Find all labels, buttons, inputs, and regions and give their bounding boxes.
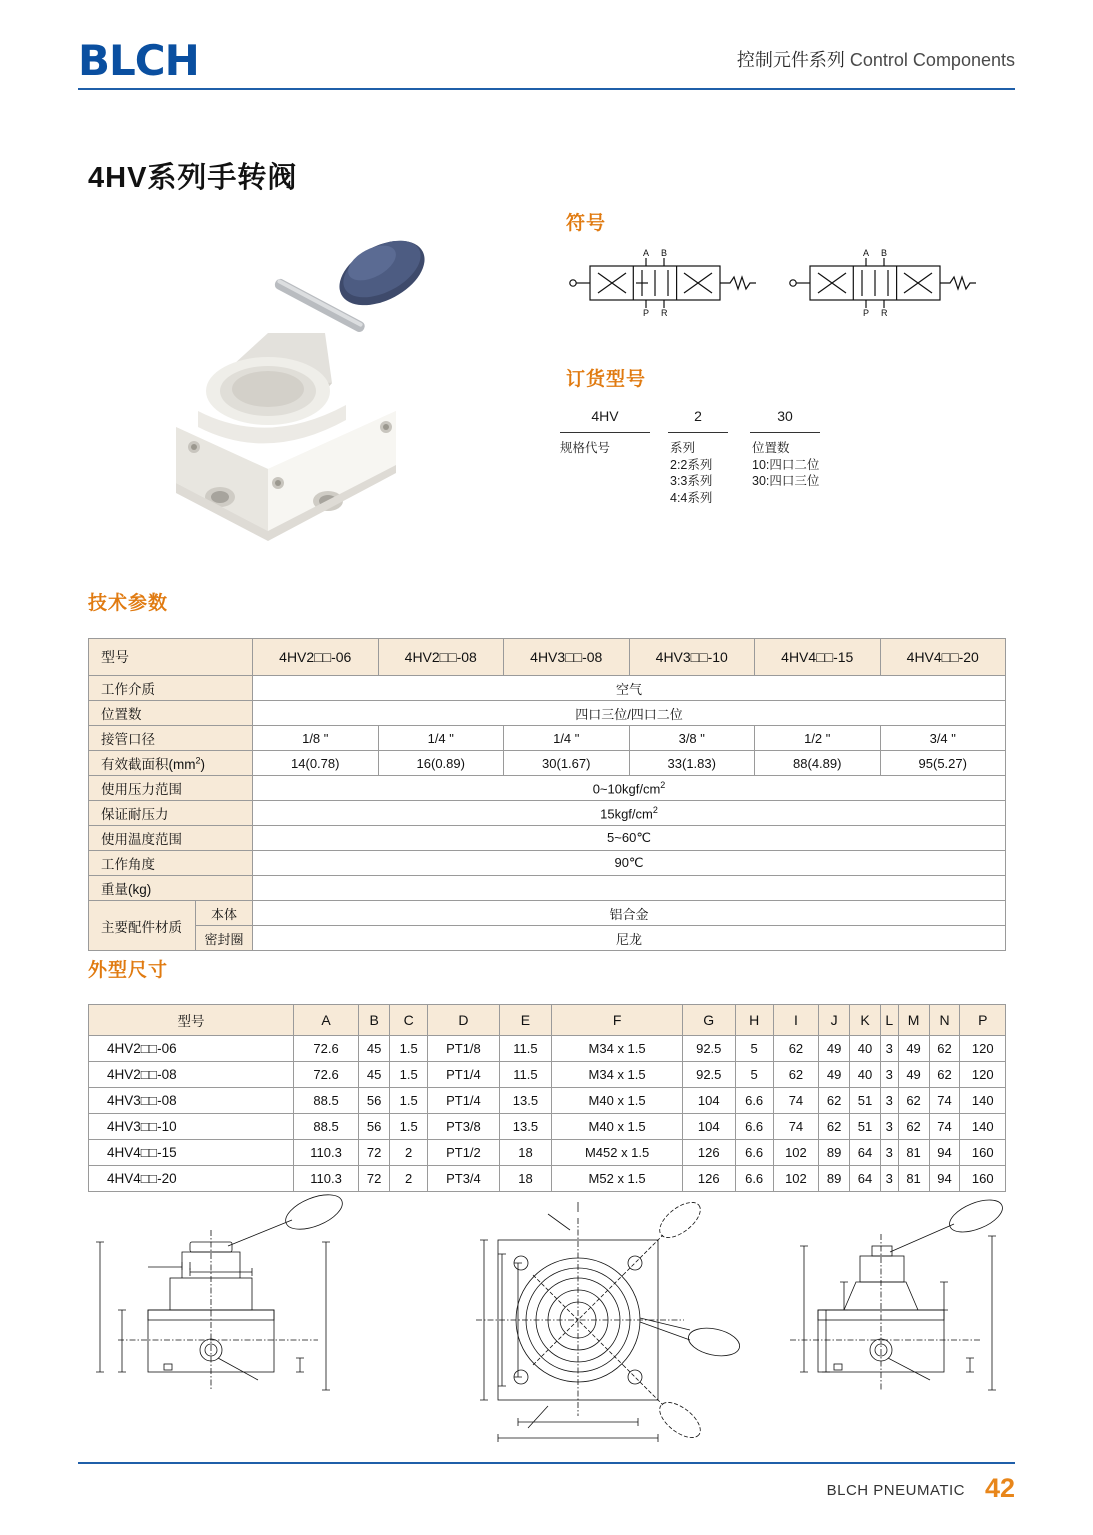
dim-row-4-col-14: 160: [960, 1140, 1006, 1166]
svg-text:J: J: [494, 1317, 498, 1326]
dim-row-5-col-0: 110.3: [294, 1166, 359, 1192]
dim-row-4-model: 4HV4□□-15: [89, 1140, 294, 1166]
order-label-3: [752, 440, 872, 490]
page-header: [0, 0, 1093, 92]
order-rule-3: [750, 432, 820, 433]
dim-row-3-col-5: M40 x 1.5: [552, 1114, 683, 1140]
svg-text:B: B: [110, 1338, 116, 1347]
table-header-row: [89, 1005, 1006, 1036]
svg-text:4-D: 4-D: [260, 1379, 273, 1388]
table-row: [89, 1062, 1006, 1088]
table-row: [89, 776, 1006, 801]
spec-port-0: 1/8 ": [253, 726, 379, 751]
svg-text:R: R: [926, 1341, 932, 1350]
svg-text:E: E: [306, 1361, 312, 1370]
dim-row-3-col-13: 74: [929, 1114, 960, 1140]
spec-row-value-pressure: [253, 776, 1006, 801]
dim-row-0-model: 4HV2□□-06: [89, 1036, 294, 1062]
svg-text:45°: 45°: [662, 1253, 675, 1262]
svg-text:C: C: [140, 1261, 146, 1270]
spec-header-label: 型号: [89, 639, 253, 676]
spec-row-value-angle: 90℃: [253, 851, 1006, 876]
specification-table: [88, 638, 1006, 951]
table-row: [89, 676, 1006, 701]
dim-header-13: M: [898, 1005, 929, 1036]
dim-row-2-col-0: 88.5: [294, 1088, 359, 1114]
dim-header-14: N: [929, 1005, 960, 1036]
dim-row-3-col-0: 88.5: [294, 1114, 359, 1140]
dim-row-0-col-3: PT1/8: [428, 1036, 499, 1062]
spec-model-5: 4HV4□□-20: [880, 639, 1006, 676]
table-row: [89, 701, 1006, 726]
svg-text:P: P: [138, 1341, 144, 1350]
table-row: [89, 726, 1006, 751]
dim-header-0: 型号: [89, 1005, 294, 1036]
dim-row-0-col-4: 11.5: [499, 1036, 552, 1062]
dim-header-2: B: [359, 1005, 390, 1036]
svg-text:B: B: [572, 1227, 578, 1236]
dim-row-0-col-8: 62: [773, 1036, 818, 1062]
footer-divider: [78, 1462, 1015, 1464]
dim-row-0-col-12: 49: [898, 1036, 929, 1062]
spec-port-4: 1/2 ": [755, 726, 881, 751]
header-title-cn: 控制元件系列: [736, 50, 845, 70]
dim-row-3-col-3: PT3/8: [428, 1114, 499, 1140]
dim-row-2-col-6: 104: [682, 1088, 735, 1114]
spec-row-value-positions: 四口三位/四口二位: [253, 701, 1006, 726]
spec-model-2: 4HV3□□-08: [504, 639, 630, 676]
spec-area-1: 16(0.89): [378, 751, 504, 776]
spec-pressure-base: 0~10kgf/cm: [592, 781, 661, 797]
table-row: [89, 901, 1006, 926]
page-number: 42: [984, 1473, 1015, 1503]
dim-header-9: I: [773, 1005, 818, 1036]
order-section-heading: 订货型号: [566, 369, 647, 390]
dim-row-1-col-9: 49: [819, 1062, 850, 1088]
dim-row-2-col-12: 62: [898, 1088, 929, 1114]
table-row: [89, 1166, 1006, 1192]
dim-row-5-col-11: 3: [881, 1166, 899, 1192]
dim-row-5-col-8: 102: [773, 1166, 818, 1192]
dim-row-3-model: 4HV3□□-10: [89, 1114, 294, 1140]
dim-row-5-col-12: 81: [898, 1166, 929, 1192]
dim-row-1-col-3: PT1/4: [428, 1062, 499, 1088]
dim-row-3-col-10: 51: [850, 1114, 881, 1140]
dim-row-4-col-3: PT1/2: [428, 1140, 499, 1166]
order-label-2: [670, 440, 746, 506]
dim-row-1-col-6: 92.5: [682, 1062, 735, 1088]
table-row: [89, 1140, 1006, 1166]
dim-row-2-col-3: PT1/4: [428, 1088, 499, 1114]
dim-row-4-col-8: 102: [773, 1140, 818, 1166]
svg-text:F: F: [218, 1259, 223, 1268]
header-title-en: Control Components: [849, 50, 1015, 70]
dim-row-2-col-5: M40 x 1.5: [552, 1088, 683, 1114]
dim-row-2-model: 4HV3□□-08: [89, 1088, 294, 1114]
spec-area-label-base: 有效截面积(mm: [101, 757, 196, 772]
dim-row-4-col-11: 3: [881, 1140, 899, 1166]
drawing-side-view: [790, 1193, 1010, 1390]
spec-row-label-positions: 位置数: [89, 701, 253, 726]
svg-text:A: A: [88, 1305, 94, 1314]
spec-area-4: 88(4.89): [755, 751, 881, 776]
dim-row-1-col-2: 1.5: [390, 1062, 428, 1088]
svg-text:10: 10: [834, 1293, 843, 1302]
spec-material-sub-0: 本体: [196, 901, 253, 926]
dim-header-8: H: [735, 1005, 773, 1036]
order-label-1-text: 规格代号: [560, 441, 611, 455]
dim-header-10: J: [819, 1005, 850, 1036]
dim-row-1-col-13: 62: [929, 1062, 960, 1088]
dim-row-2-col-11: 3: [881, 1088, 899, 1114]
brand-logo: BLCH: [78, 36, 199, 85]
dim-row-4-col-0: 110.3: [294, 1140, 359, 1166]
dim-header-5: E: [499, 1005, 552, 1036]
svg-text:R: R: [881, 308, 888, 318]
spec-model-3: 4HV3□□-10: [629, 639, 755, 676]
dim-row-2-col-13: 74: [929, 1088, 960, 1114]
dim-row-3-col-1: 56: [359, 1114, 390, 1140]
dim-header-12: L: [881, 1005, 899, 1036]
table-row: [89, 1088, 1006, 1114]
dim-row-2-col-9: 62: [819, 1088, 850, 1114]
spec-row-value-proof: [253, 801, 1006, 826]
svg-text:2-ΦL: 2-ΦL: [502, 1425, 520, 1434]
dim-row-0-col-11: 3: [881, 1036, 899, 1062]
spec-row-label-proof: 保证耐压力: [89, 801, 253, 826]
dim-row-4-col-9: 89: [819, 1140, 850, 1166]
spec-model-0: 4HV2□□-06: [253, 639, 379, 676]
svg-text:M: M: [574, 1428, 581, 1437]
dim-row-3-col-9: 62: [819, 1114, 850, 1140]
dim-row-0-col-1: 45: [359, 1036, 390, 1062]
tech-section-heading: 技术参数: [88, 593, 169, 614]
svg-text:B: B: [814, 1338, 820, 1347]
order-position-opt-0: 10:四口二位: [752, 457, 820, 472]
order-label-2-text: 系列: [670, 441, 696, 455]
header-divider: [78, 88, 1015, 90]
spec-port-5: 3/4 ": [880, 726, 1006, 751]
dimension-section-heading: 外型尺寸: [88, 960, 169, 981]
spec-row-label-port: 接管口径: [89, 726, 253, 751]
technical-drawings: [78, 1190, 1018, 1450]
dim-row-1-col-8: 62: [773, 1062, 818, 1088]
order-label-3-text: 位置数: [752, 441, 790, 455]
svg-text:N: N: [574, 1444, 580, 1450]
spec-proof-sup: 2: [652, 804, 658, 815]
table-row: [89, 1036, 1006, 1062]
spec-row-label-medium: 工作介质: [89, 676, 253, 701]
order-position-opt-1: 30:四口三位: [752, 474, 820, 488]
spec-row-value-weight: [253, 876, 1006, 901]
dim-header-1: A: [294, 1005, 359, 1036]
order-code-2: 2: [694, 408, 702, 424]
spec-proof-base: 15kgf/cm: [600, 806, 653, 822]
dim-row-5-col-3: PT3/4: [428, 1166, 499, 1192]
svg-text:P: P: [534, 1303, 540, 1312]
svg-text:8: 8: [950, 1293, 955, 1302]
footer-brand: BLCH PNEUMATIC: [826, 1482, 965, 1499]
dim-row-5-col-1: 72: [359, 1166, 390, 1192]
drawing-top-view: [476, 1196, 742, 1450]
spec-material-sub-1: 密封圈: [196, 926, 253, 951]
dim-row-0-col-13: 62: [929, 1036, 960, 1062]
svg-text:A: A: [643, 248, 650, 258]
svg-text:(G): (G): [332, 1311, 344, 1320]
spec-port-2: 1/4 ": [504, 726, 630, 751]
spec-row-label-area: [89, 751, 253, 776]
spec-port-3: 3/8 ": [629, 726, 755, 751]
order-series-opt-0: 2:2系列: [670, 457, 713, 472]
spec-row-label-weight: 重量(kg): [89, 876, 253, 901]
order-label-1: [560, 440, 656, 457]
dim-header-7: G: [682, 1005, 735, 1036]
svg-text:P: P: [863, 308, 870, 318]
dim-row-4-col-6: 126: [682, 1140, 735, 1166]
table-row: [89, 639, 1006, 676]
page-title: 4HV系列手转阀: [88, 162, 298, 194]
table-row: [89, 801, 1006, 826]
svg-text:4-ΦH: 4-ΦH: [540, 1203, 560, 1212]
svg-text:F: F: [926, 1315, 931, 1324]
spec-area-label-tail: ): [200, 757, 206, 772]
dim-row-5-col-6: 126: [682, 1166, 735, 1192]
svg-text:A: A: [574, 1405, 580, 1414]
dim-row-1-col-10: 40: [850, 1062, 881, 1088]
dim-row-1-col-7: 5: [735, 1062, 773, 1088]
svg-text:B: B: [881, 248, 888, 258]
order-code-1: 4HV: [591, 408, 619, 424]
dim-row-4-col-1: 72: [359, 1140, 390, 1166]
dim-row-0-col-10: 40: [850, 1036, 881, 1062]
dim-row-5-col-7: 6.6: [735, 1166, 773, 1192]
symbol-diagrams: [560, 246, 1020, 336]
svg-text:4-D: 4-D: [932, 1379, 945, 1388]
spec-area-2: 30(1.67): [504, 751, 630, 776]
dim-row-0-col-6: 92.5: [682, 1036, 735, 1062]
spec-row-label-temp: 使用温度范围: [89, 826, 253, 851]
dim-row-0-col-5: M34 x 1.5: [552, 1036, 683, 1062]
dim-row-2-col-4: 13.5: [499, 1088, 552, 1114]
spec-area-label-sup: 2: [195, 755, 201, 766]
table-row: [89, 876, 1006, 901]
order-series-opt-2: 4:4系列: [670, 490, 713, 505]
spec-row-label-angle: 工作角度: [89, 851, 253, 876]
spec-port-1: 1/4 ": [378, 726, 504, 751]
spec-row-label-material: 主要配件材质: [89, 901, 196, 951]
dimension-table: [88, 1004, 1006, 1192]
dim-row-5-col-9: 89: [819, 1166, 850, 1192]
svg-text:(P): (P): [648, 1441, 659, 1450]
table-row: [89, 926, 1006, 951]
dim-row-2-col-7: 6.6: [735, 1088, 773, 1114]
dim-row-0-col-14: 120: [960, 1036, 1006, 1062]
dim-row-2-col-14: 140: [960, 1088, 1006, 1114]
dim-row-0-col-2: 1.5: [390, 1036, 428, 1062]
dim-row-3-col-4: 13.5: [499, 1114, 552, 1140]
dim-row-0-col-7: 5: [735, 1036, 773, 1062]
dim-row-5-col-14: 160: [960, 1166, 1006, 1192]
table-row: [89, 826, 1006, 851]
dim-row-4-col-7: 6.6: [735, 1140, 773, 1166]
drawing-front-view: [88, 1190, 347, 1390]
dim-row-5-col-13: 94: [929, 1166, 960, 1192]
spec-pressure-sup: 2: [660, 779, 666, 790]
dim-row-4-col-12: 81: [898, 1140, 929, 1166]
dim-row-0-col-9: 49: [819, 1036, 850, 1062]
dim-row-4-col-5: M452 x 1.5: [552, 1140, 683, 1166]
spec-area-5: 95(5.27): [880, 751, 1006, 776]
svg-text:A: A: [863, 248, 870, 258]
svg-text:(G): (G): [998, 1309, 1010, 1318]
svg-text:P: P: [643, 308, 650, 318]
dim-header-4: D: [428, 1005, 499, 1036]
svg-text:P: P: [836, 1341, 842, 1350]
dim-row-1-col-11: 3: [881, 1062, 899, 1088]
spec-row-label-pressure: 使用压力范围: [89, 776, 253, 801]
svg-text:45°: 45°: [662, 1379, 675, 1388]
dim-row-1-col-1: 45: [359, 1062, 390, 1088]
dim-row-5-col-2: 2: [390, 1166, 428, 1192]
spec-material-value-1: 尼龙: [253, 926, 1006, 951]
spec-material-value-0: 铝合金: [253, 901, 1006, 926]
spec-model-1: 4HV2□□-08: [378, 639, 504, 676]
symbol-section-heading: 符号: [566, 213, 607, 234]
product-photo: [150, 215, 480, 560]
dim-header-15: P: [960, 1005, 1006, 1036]
table-row: [89, 751, 1006, 776]
svg-text:A: A: [792, 1307, 798, 1316]
dim-row-3-col-14: 140: [960, 1114, 1006, 1140]
svg-text:I: I: [476, 1317, 479, 1326]
dim-row-1-col-14: 120: [960, 1062, 1006, 1088]
spec-area-0: 14(0.78): [253, 751, 379, 776]
order-rule-1: [560, 432, 650, 433]
dim-row-5-col-5: M52 x 1.5: [552, 1166, 683, 1192]
spec-model-4: 4HV4□□-15: [755, 639, 881, 676]
dim-row-1-model: 4HV2□□-08: [89, 1062, 294, 1088]
table-row: [89, 1114, 1006, 1140]
dim-row-4-col-10: 64: [850, 1140, 881, 1166]
svg-text:K: K: [512, 1317, 518, 1326]
spec-area-3: 33(1.83): [629, 751, 755, 776]
svg-text:R: R: [648, 1303, 654, 1312]
dim-row-3-col-7: 6.6: [735, 1114, 773, 1140]
table-row: [89, 851, 1006, 876]
svg-text:B: B: [661, 248, 668, 258]
dim-row-5-model: 4HV4□□-20: [89, 1166, 294, 1192]
spec-row-value-temp: 5~60℃: [253, 826, 1006, 851]
svg-text:E: E: [976, 1361, 982, 1370]
dim-row-0-col-0: 72.6: [294, 1036, 359, 1062]
dim-row-5-col-4: 18: [499, 1166, 552, 1192]
dim-row-3-col-12: 62: [898, 1114, 929, 1140]
dim-row-2-col-10: 51: [850, 1088, 881, 1114]
order-code-block: [560, 408, 980, 530]
dim-row-5-col-10: 64: [850, 1166, 881, 1192]
dim-row-4-col-2: 2: [390, 1140, 428, 1166]
dim-row-2-col-8: 74: [773, 1088, 818, 1114]
order-code-3: 30: [777, 408, 793, 424]
dim-header-11: K: [850, 1005, 881, 1036]
dim-row-3-col-6: 104: [682, 1114, 735, 1140]
dim-row-1-col-4: 11.5: [499, 1062, 552, 1088]
dim-header-3: C: [390, 1005, 428, 1036]
dim-row-3-col-2: 1.5: [390, 1114, 428, 1140]
dim-row-2-col-2: 1.5: [390, 1088, 428, 1114]
dim-row-4-col-4: 18: [499, 1140, 552, 1166]
spec-row-value-medium: 空气: [253, 676, 1006, 701]
dim-row-4-col-13: 94: [929, 1140, 960, 1166]
dim-row-1-col-5: M34 x 1.5: [552, 1062, 683, 1088]
dim-row-1-col-0: 72.6: [294, 1062, 359, 1088]
dim-header-6: F: [552, 1005, 683, 1036]
dim-row-2-col-1: 56: [359, 1088, 390, 1114]
dim-row-3-col-8: 74: [773, 1114, 818, 1140]
header-series-title: [737, 46, 1015, 72]
dim-row-3-col-11: 3: [881, 1114, 899, 1140]
order-rule-2: [668, 432, 728, 433]
svg-text:R: R: [661, 308, 668, 318]
order-series-opt-1: 3:3系列: [670, 474, 713, 488]
dim-row-1-col-12: 49: [898, 1062, 929, 1088]
